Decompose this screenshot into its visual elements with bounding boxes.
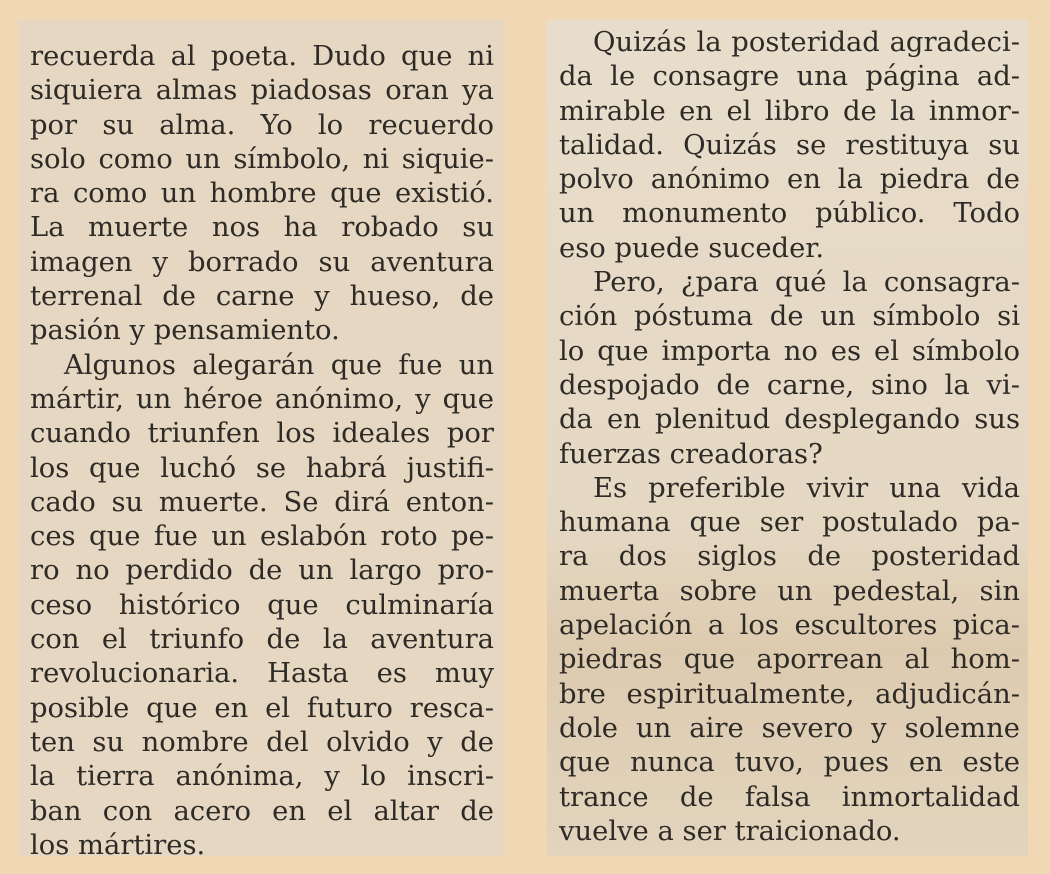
- text-line: muerta sobre un pedestal, sin: [559, 575, 1020, 607]
- text-line: Algunos alegarán que fue un: [64, 349, 494, 381]
- text-line: cuando triunfen los ideales por: [30, 418, 494, 450]
- text-line: da le consagre una página ad-: [559, 61, 1020, 93]
- text-line: imagen y borrado su aventura: [30, 246, 494, 278]
- text-line: solo como un símbolo, ni siquie-: [30, 143, 494, 175]
- text-line: un monumento público. Todo: [559, 198, 1020, 230]
- text-line: siquiera almas piadosas oran ya: [30, 75, 494, 107]
- text-line: ra como un hombre que existió.: [30, 178, 494, 210]
- text-line: talidad. Quizás se restituya su: [559, 129, 1020, 161]
- text-line: ban con acero en el altar de: [30, 795, 494, 827]
- text-line: terrenal de carne y hueso, de: [30, 281, 494, 313]
- text-line: humana que ser postulado pa-: [559, 507, 1020, 539]
- clipping-right-column: [547, 20, 1028, 856]
- paragraph-2: [30, 349, 494, 856]
- text-line: revolucionaria. Hasta es muy: [30, 658, 494, 690]
- text-line: La muerte nos ha robado su: [30, 212, 494, 244]
- text-line: trance de falsa inmortalidad: [559, 781, 1020, 813]
- text-line: con el triunfo de la aventura: [30, 624, 494, 656]
- text-line: apelación a los escultores pica-: [559, 610, 1020, 642]
- text-line: los mártires.: [30, 829, 206, 856]
- text-line: cado su muerte. Se dirá enton-: [30, 486, 494, 518]
- text-line: bre espiritualmente, adjudicán-: [559, 678, 1020, 710]
- text-line: los que luchó se habrá justifi-: [30, 452, 494, 484]
- text-line: da en plenitud desplegando sus: [559, 404, 1020, 436]
- text-line: fuerzas creadoras?: [559, 438, 823, 470]
- text-line: Es preferible vivir una vida: [593, 472, 1020, 504]
- text-line: ro no perdido de un largo pro-: [30, 555, 494, 587]
- text-line: ra dos siglos de posteridad: [559, 541, 1020, 573]
- text-line: ción póstuma de un símbolo si: [559, 301, 1020, 333]
- paragraph-4: [559, 266, 1020, 472]
- paragraph-5: [559, 472, 1020, 849]
- text-line: polvo anónimo en la piedra de: [559, 164, 1020, 196]
- paragraph-1: [30, 40, 494, 349]
- text-line: Pero, ¿para qué la consagra-: [593, 267, 1020, 299]
- text-line: mirable en el libro de la inmor-: [559, 95, 1020, 127]
- text-line: recuerda al poeta. Dudo que ni: [30, 41, 494, 72]
- text-line: ten su nombre del olvido y de: [30, 726, 494, 758]
- text-line: dole un aire severo y solemne: [559, 712, 1020, 744]
- text-line: ceso histórico que culminaría: [30, 589, 494, 621]
- text-line: eso puede suceder.: [559, 232, 825, 264]
- text-line: la tierra anónima, y lo inscri-: [30, 761, 494, 793]
- text-line: lo que importa no es el símbolo: [559, 335, 1020, 367]
- text-line: por su alma. Yo lo recuerdo: [30, 109, 494, 141]
- paragraph-3: [559, 26, 1020, 266]
- text-line: Quizás la posteridad agradeci-: [593, 27, 1020, 58]
- text-line: despojado de carne, sino la vi-: [559, 369, 1020, 401]
- text-line: posible que en el futuro resca-: [30, 692, 494, 724]
- clipping-left-column: [18, 20, 504, 856]
- text-line: mártir, un héroe anónimo, y que: [30, 383, 494, 415]
- text-line: vuelve a ser traicionado.: [559, 815, 901, 847]
- text-line: que nunca tuvo, pues en este: [559, 747, 1020, 779]
- text-line: ces que fue un eslabón roto pe-: [30, 521, 494, 553]
- text-line: pasión y pensamiento.: [30, 315, 340, 347]
- text-line: piedras que aporrean al hom-: [559, 644, 1020, 676]
